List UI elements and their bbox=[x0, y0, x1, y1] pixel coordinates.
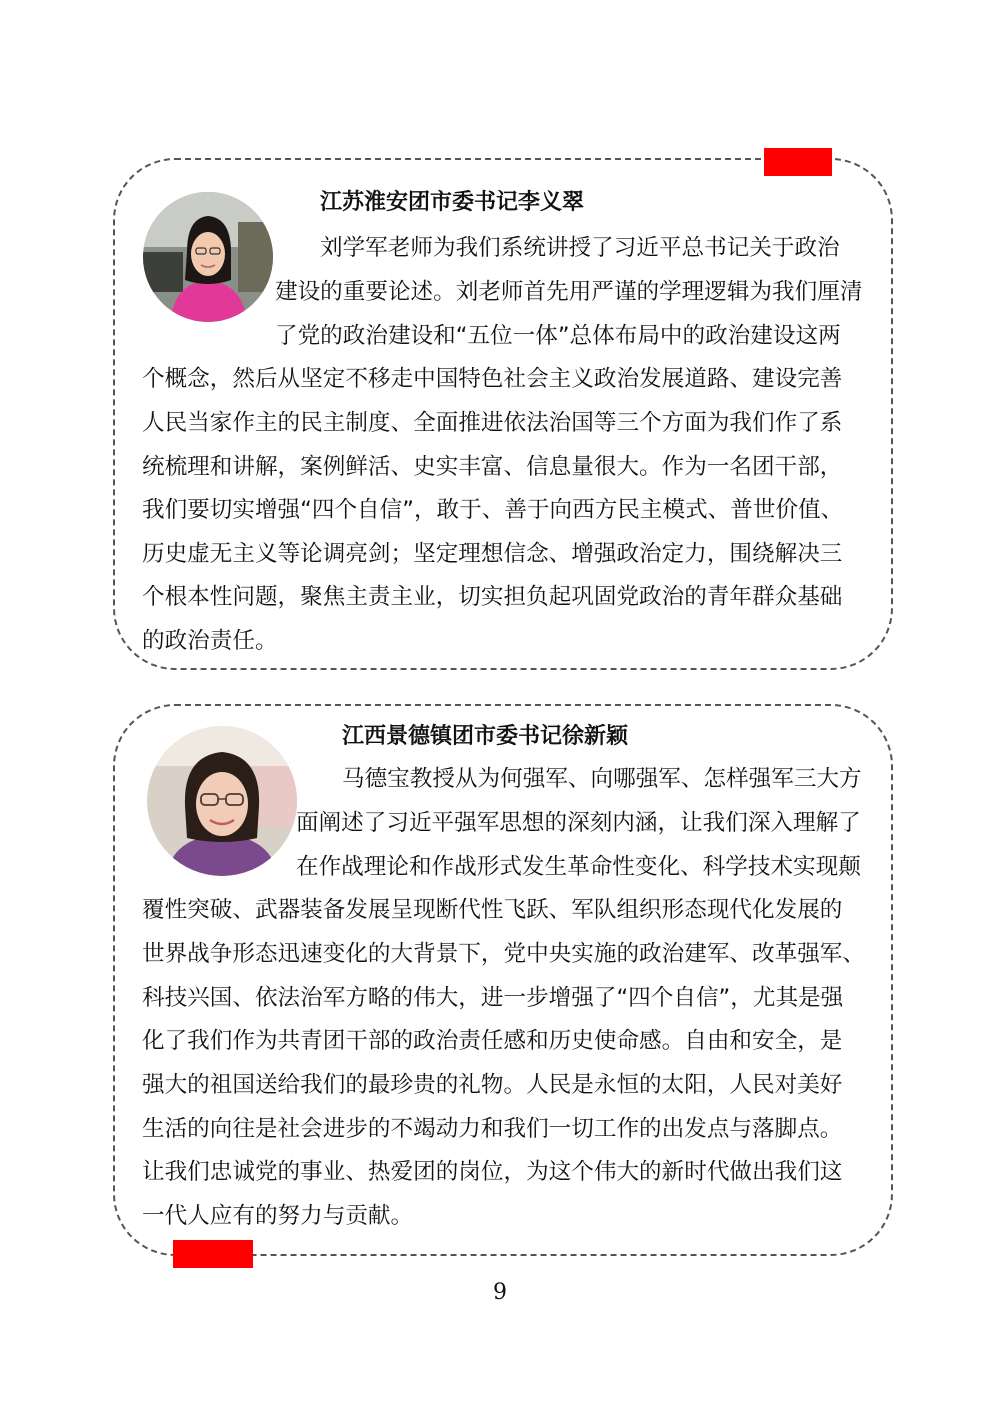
portrait-woman-pink-jacket-icon bbox=[143, 192, 273, 322]
body-line: 面阐述了习近平强军思想的深刻内涵，让我们深入理解了 bbox=[296, 810, 861, 836]
body-line: 化了我们作为共青团干部的政治责任感和历史使命感。自由和安全，是 bbox=[142, 1028, 843, 1054]
body-line: 人民当家作主的民主制度、全面推进依法治国等三个方面为我们作了系 bbox=[142, 410, 843, 436]
avatar bbox=[147, 726, 297, 876]
red-accent-tab-bottom bbox=[173, 1240, 253, 1268]
author-name: 江苏淮安团市委书记李义翠 bbox=[320, 190, 585, 215]
red-accent-tab-top bbox=[764, 148, 832, 176]
body-line: 马德宝教授从为何强军、向哪强军、怎样强军三大方 bbox=[342, 766, 862, 792]
body-line: 生活的向往是社会进步的不竭动力和我们一切工作的出发点与落脚点。 bbox=[142, 1116, 843, 1142]
body-line: 个根本性问题，聚焦主责主业，切实担负起巩固党政治的青年群众基础 bbox=[142, 584, 843, 610]
body-line: 让我们忠诚党的事业、热爱团的岗位，为这个伟大的新时代做出我们这 bbox=[142, 1159, 843, 1185]
body-line: 世界战争形态迅速变化的大背景下，党中央实施的政治建军、改革强军、 bbox=[142, 941, 865, 967]
body-line: 科技兴国、依法治军方略的伟大，进一步增强了“四个自信”，尤其是强 bbox=[142, 985, 844, 1011]
body-line: 刘学军老师为我们系统讲授了习近平总书记关于政治 bbox=[320, 235, 840, 261]
body-line: 一代人应有的努力与贡献。 bbox=[142, 1203, 414, 1229]
body-line: 建设的重要论述。刘老师首先用严谨的学理逻辑为我们厘清 bbox=[275, 279, 863, 305]
avatar bbox=[143, 192, 273, 322]
body-line: 的政治责任。 bbox=[142, 628, 278, 654]
body-line: 历史虚无主义等论调亮剑；坚定理想信念、增强政治定力，围绕解决三 bbox=[142, 541, 843, 567]
body-line: 强大的祖国送给我们的最珍贵的礼物。人民是永恒的太阳，人民对美好 bbox=[142, 1072, 843, 1098]
body-line: 个概念，然后从坚定不移走中国特色社会主义政治发展道路、建设完善 bbox=[142, 366, 843, 392]
body-line: 统梳理和讲解，案例鲜活、史实丰富、信息量很大。作为一名团干部， bbox=[142, 454, 843, 480]
author-name: 江西景德镇团市委书记徐新颖 bbox=[342, 724, 629, 749]
body-line: 我们要切实增强“四个自信”，敢于、善于向西方民主模式、普世价值、 bbox=[142, 497, 844, 523]
page-number: 9 bbox=[493, 1280, 507, 1305]
body-line: 覆性突破、武器装备发展呈现断代性飞跃、军队组织形态现代化发展的 bbox=[142, 897, 843, 923]
body-line: 了党的政治建设和“五位一体”总体布局中的政治建设这两 bbox=[275, 323, 841, 349]
portrait-woman-glasses-icon bbox=[147, 726, 297, 876]
body-line: 在作战理论和作战形式发生革命性变化、科学技术实现颠 bbox=[296, 854, 861, 880]
